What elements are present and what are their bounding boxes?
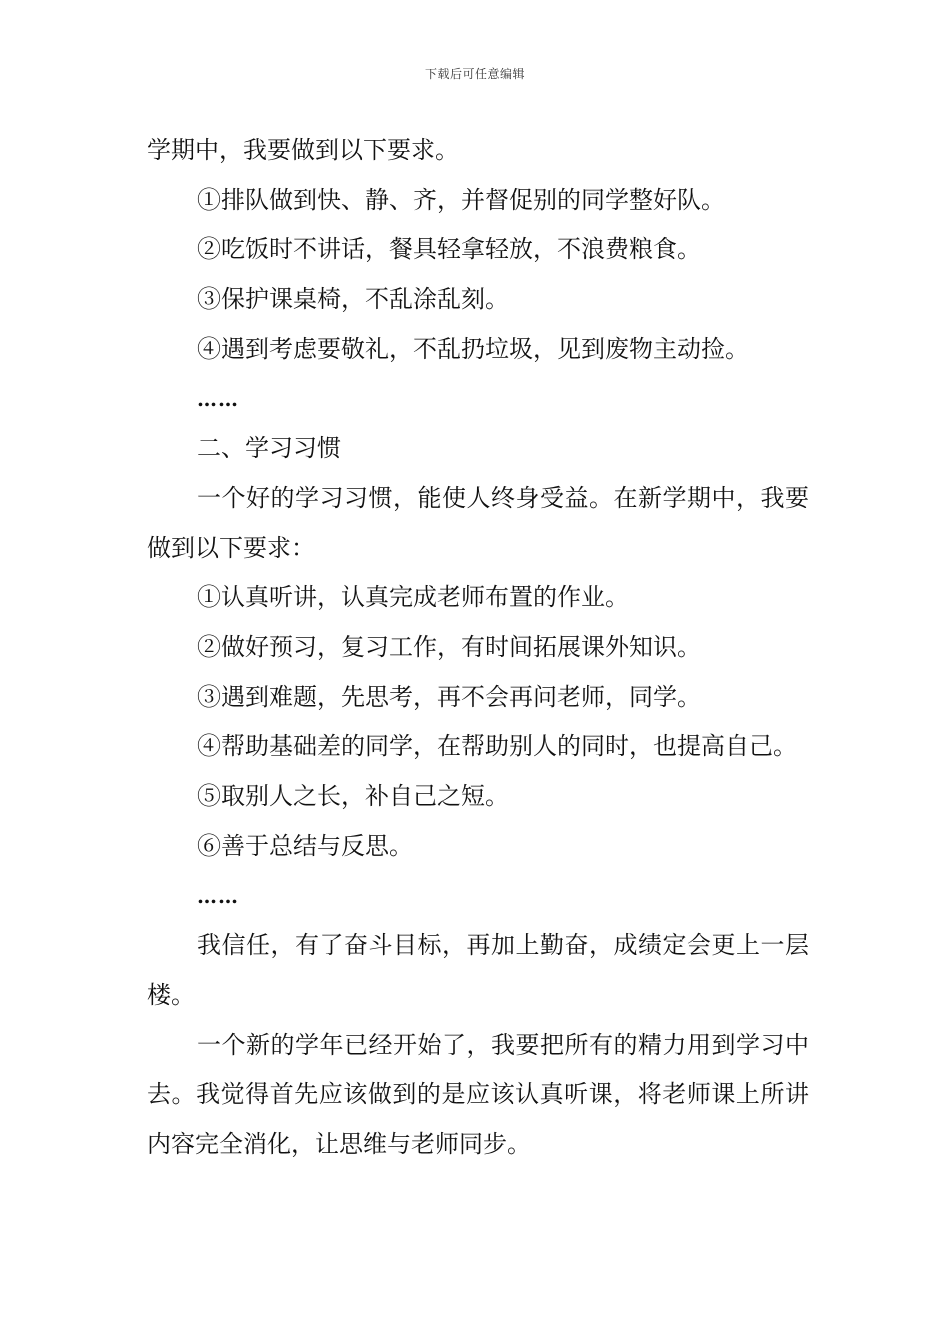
list-item-reflect: ⑥善于总结与反思。 (197, 831, 413, 860)
paragraph-new-year: 一个新的学年已经开始了，我要把所有的精力用到学习中去。我觉得首先应该做到的是应该认真听课，将老师课上所讲内容完全消化，让思维与老师同步。 (147, 1030, 809, 1159)
list-item-queue: ①排队做到快、静、齐，并督促别的同学整好队。 (197, 185, 725, 214)
list-item-desks: ③保护课桌椅，不乱涂乱刻。 (197, 285, 509, 314)
list-item-preview: ②做好预习，复习工作，有时间拓展课外知识。 (197, 633, 701, 662)
ellipsis-2: …… (197, 883, 239, 908)
list-item-help-classmates: ④帮助基础差的同学，在帮助别人的同时，也提高自己。 (197, 732, 797, 761)
paragraph-intro-end: 学期中，我要做到以下要求。 (147, 136, 459, 164)
paragraph-study-intro: 一个好的学习习惯，能使人终身受益。在新学期中，我要做到以下要求： (147, 483, 809, 562)
list-item-meal: ②吃饭时不讲话，餐具轻拿轻放，不浪费粮食。 (197, 235, 701, 264)
paragraph-belief: 我信任，有了奋斗目标，再加上勤奋，成绩定会更上一层楼。 (147, 931, 809, 1009)
ellipsis-1: …… (197, 386, 239, 411)
list-item-listen: ①认真听讲，认真完成老师布置的作业。 (197, 583, 629, 612)
page-header-note: 下载后可任意编辑 (424, 67, 525, 81)
list-item-courtesy: ④遇到考虑要敬礼，不乱扔垃圾，见到废物主动捡。 (197, 334, 749, 363)
list-item-problems: ③遇到难题，先思考，再不会再问老师，同学。 (197, 682, 701, 711)
section-heading-study-habits: 二、学习习惯 (197, 434, 341, 463)
document-body (147, 126, 809, 1170)
list-item-strengths: ⑤取别人之长，补自己之短。 (197, 782, 509, 811)
